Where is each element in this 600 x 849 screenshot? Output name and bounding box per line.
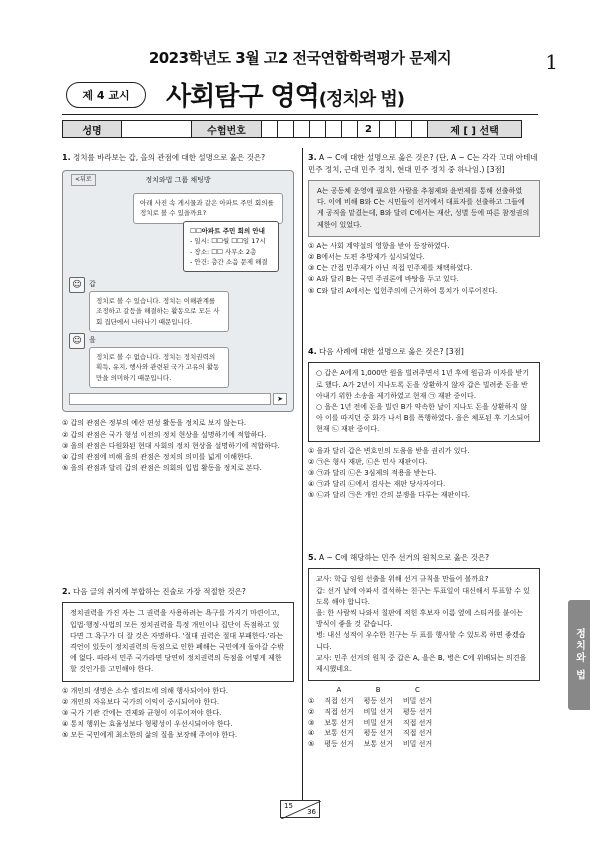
q1-option[interactable]: ① 갑의 관점은 정부의 예산 편성 활동을 정치로 보지 않는다. (62, 419, 247, 428)
column-divider (302, 148, 303, 800)
chat-message-eul: 정치로 볼 수 없습니다. 정치는 정치권력의 획득, 유지, 행사와 관련된 국가 고유의 활동만을 의미하기 때문입니다. (89, 347, 229, 387)
table-row[interactable]: ③ 보통 선거 비밀 선거 직접 선거 (308, 718, 433, 727)
q4-option[interactable]: ② ㉠은 형사 재판, ㉡은 민사 재판이다. (308, 457, 428, 466)
exam-no-box[interactable] (412, 120, 428, 138)
exam-no-box[interactable] (396, 120, 412, 138)
notice-image (183, 221, 279, 271)
q1-option[interactable]: ④ 갑의 관점에 비해 을의 관점은 정치의 의미를 넓게 이해한다. (62, 452, 253, 461)
q2-option[interactable]: ③ 국가 기관 간에는 견제와 균형이 이루어져야 한다. (62, 708, 222, 717)
q3-block (308, 152, 540, 297)
q4-case-2: ○ 을은 1년 전에 돈을 빌린 B가 약속한 날이 지나도 돈을 상환하지 않아 이를 따지던 중 화가 나서 B를 폭행하였다. 을은 체포된 후 기소되어 현재 ㉡ 재판 중이다. (316, 402, 531, 434)
q4-option[interactable]: ④ ㉠과 달리 ㉡에서 검사는 재판 당사자이다. (308, 480, 446, 489)
notice-line: - 일시: ☐☐월 ☐☐일 17시 (190, 237, 266, 246)
q1-stem: 1. 정치를 바라보는 갑, 을의 관점에 대한 설명으로 옳은 것은? (62, 153, 266, 162)
q3-option[interactable]: ④ A와 달리 B는 국민 주권론에 바탕을 두고 있다. (308, 275, 459, 284)
id-row (62, 120, 538, 138)
chat-message-1: 아래 사진 속 게시물과 같은 아파트 주민 회의를 정치로 볼 수 있을까요? (133, 193, 283, 223)
chat-input[interactable] (69, 393, 271, 405)
q2-option[interactable]: ④ 통치 행위는 효율성보다 형평성이 우선시되어야 한다. (62, 720, 233, 729)
exam-no-digit: 2 (358, 120, 380, 138)
user-icon: ☺ (69, 277, 85, 293)
exam-no-label: 수험번호 (192, 120, 262, 138)
table-row[interactable]: ① 직접 선거 평등 선거 비밀 선거 (308, 696, 433, 705)
send-icon[interactable]: ➤ (273, 393, 287, 405)
q4-option[interactable]: ⑤ ㉡과 달리 ㉠은 개인 간의 분쟁을 다루는 재판이다. (308, 491, 471, 500)
q2-block (62, 586, 294, 741)
subject-title (166, 76, 404, 113)
exam-no-box[interactable] (278, 120, 294, 138)
table-header: A B C (336, 686, 420, 695)
q5-dialogue (308, 568, 540, 681)
name-field[interactable] (122, 120, 192, 138)
q1-option[interactable]: ② 갑의 관점은 국가 형성 이전의 정치 현상을 설명하기에 적합하다. (62, 430, 267, 439)
q5-stem: 5. A ~ C에 해당하는 민주 선거의 원칙으로 옳은 것은? (308, 553, 490, 562)
exam-no-box[interactable] (380, 120, 396, 138)
elective-select[interactable]: 제 [ ] 선택 (428, 120, 522, 138)
q2-passage: 정치권력을 가진 자는 그 권력을 사용하려는 욕구를 가지기 마련이고, 입법·행정·사법의 모든 정치권력을 특정 개인이나 집단이 독점하고 있다면 그 욕구가 더 잘 것은 자명하다. '절대 권력은 절대 부패한다.'라는 격언이 있듯이 정치권력의 독점으로 인한 폐해는 국민에게 돌아갈 수밖에 없다. 따라서 민주 국가라면 당연히 정치권력의 독점을 어떻게 제한할 것인가를 고민해야 한다. (62, 602, 294, 681)
table-row[interactable]: ② 직접 선거 비밀 선거 평등 선거 (308, 707, 433, 716)
dialogue-line: 을: 한 사람씩 나와서 칠판에 적힌 후보자 이름 옆에 스티커를 붙이는 방식이 좋을 것 같습니다. (316, 608, 524, 629)
subject-side-tab: 정치와 법 (568, 600, 590, 710)
header-rule (62, 114, 538, 115)
q4-stem: 4. 다음 사례에 대한 설명으로 옳은 것은? [3점] (308, 347, 464, 356)
name-label: 성명 (62, 120, 122, 138)
session-badge: 제 4 교시 (66, 82, 146, 108)
q2-option[interactable]: ① 개인의 생명은 소수 엘리트에 의해 행사되어야 한다. (62, 686, 229, 695)
notice-line: - 안건: 층간 소음 문제 해결 (190, 257, 268, 266)
q3-option[interactable]: ⑤ C와 달리 A에서는 입헌주의에 근거하여 통치가 이루어진다. (308, 286, 498, 295)
exam-no-box[interactable] (326, 120, 342, 138)
speaker-gap: 갑 (89, 280, 96, 289)
chat-title: 정치와법 그룹 채팅방 (145, 176, 211, 185)
q2-option[interactable]: ② 개인의 자유보다 국가의 이익이 중시되어야 한다. (62, 697, 220, 706)
q3-option[interactable]: ② B에서는 도편 추방제가 실시되었다. (308, 252, 425, 261)
q4-option[interactable]: ① 을과 달리 갑은 변호인의 도움을 받을 권리가 있다. (308, 446, 470, 455)
exam-title: 2023학년도 3월 고2 전국연합학력평가 문제지 (148, 49, 452, 67)
chat-message-gap: 정치로 볼 수 있습니다. 정치는 이해관계를 조정하고 갈등을 해결하는 활동으로 모든 사회 집단에서 나타나기 때문입니다. (89, 291, 229, 331)
user-icon: ☺ (69, 333, 85, 349)
dialogue-line: 교사: 학급 임원 선출을 위해 선거 규칙을 만들어 볼까요? (316, 575, 489, 584)
page-number: 1 (545, 50, 558, 74)
q5-answer-table (308, 685, 442, 750)
speaker-eul: 을 (89, 336, 96, 345)
q2-stem: 2. 다음 글의 취지에 부합하는 진술로 가장 적절한 것은? (62, 587, 246, 596)
table-row[interactable]: ⑤ 평등 선거 보통 선거 비밀 선거 (308, 740, 433, 749)
q4-option[interactable]: ③ ㉠과 달리 ㉡은 3심제의 적용을 받는다. (308, 468, 437, 477)
dialogue-line: 갑: 선거 날에 아파서 결석하는 친구는 투표일이 대신해서 투표할 수 있도록 해야 합니다. (316, 586, 530, 606)
footer-page: 15 (284, 802, 293, 810)
exam-no-box[interactable] (262, 120, 278, 138)
q3-stem: 3. A ~ C에 대한 설명으로 옳은 것은? (단, A ~ C는 각각 고대 아테네 민주 정치, 근대 민주 정치, 현대 민주 정치 중 하나임.) [3점] (308, 153, 538, 175)
dialogue-line: 교사: 민주 선거의 원칙 중 갑은 A, 을은 B, 병은 C에 위배되는 의견을 제시했네요. (316, 653, 527, 673)
chat-window (62, 170, 294, 412)
notice-title: ☐☐아파트 주민 회의 안내 (190, 227, 265, 236)
exam-no-box[interactable] (294, 120, 310, 138)
page-footer (280, 800, 320, 818)
left-column (62, 152, 294, 474)
subject-sub: (정치와 법) (318, 89, 405, 110)
q3-option[interactable]: ③ C는 간접 민주제가 아닌 직접 민주제를 채택하였다. (308, 264, 473, 273)
q1-option[interactable]: ③ 을의 관점은 다원화된 현대 사회의 정치 현상을 설명하기에 적합하다. (62, 441, 280, 450)
table-row[interactable]: ④ 보통 선거 평등 선거 직접 선거 (308, 729, 433, 738)
chat-back-button[interactable]: <뒤로 (71, 174, 96, 185)
footer-total: 36 (307, 808, 316, 816)
q3-passage: A는 공동체 운영에 필요한 사람을 추첨제와 윤번제를 통해 선출하였다. 이에 비해 B와 C는 시민들이 선거에서 대표자를 선출하고 그들에게 공직을 맡겼는데, B와 달리 C에서는 재산, 성별 등에 따른 참정권의 제한이 있었다. (308, 180, 540, 237)
notice-line: - 장소: ☐☐ 사무소 2층 (190, 247, 257, 256)
q4-block (308, 346, 540, 501)
q4-passage (308, 362, 540, 441)
exam-no-box[interactable] (342, 120, 358, 138)
q5-block (308, 552, 540, 750)
exam-no-box[interactable] (310, 120, 326, 138)
q4-case-1: ○ 갑은 A에게 1,000만 원을 빌려주면서 1년 후에 원금과 이자를 받기로 했다. A가 2년이 지나도록 돈을 상환하지 않자 갑은 빌려준 돈을 반아내기 위한 소송을 제기하였고 현재 ㉠ 재판 중이다. (316, 369, 530, 400)
subject-main: 사회탐구 영역 (166, 82, 319, 112)
dialogue-line: 병: 내신 성적이 우수한 친구는 두 표를 행사할 수 있도록 하면 좋겠습니다. (316, 631, 526, 651)
q1-option[interactable]: ⑤ 을의 관점과 달리 갑의 관점은 의회의 입법 활동을 정치로 본다. (62, 464, 262, 473)
q3-option[interactable]: ① A는 사회 계약설의 영향을 받아 등장하였다. (308, 241, 450, 250)
q2-option[interactable]: ⑤ 모든 국민에게 최소한의 삶의 질을 보장해 주어야 한다. (62, 731, 238, 740)
